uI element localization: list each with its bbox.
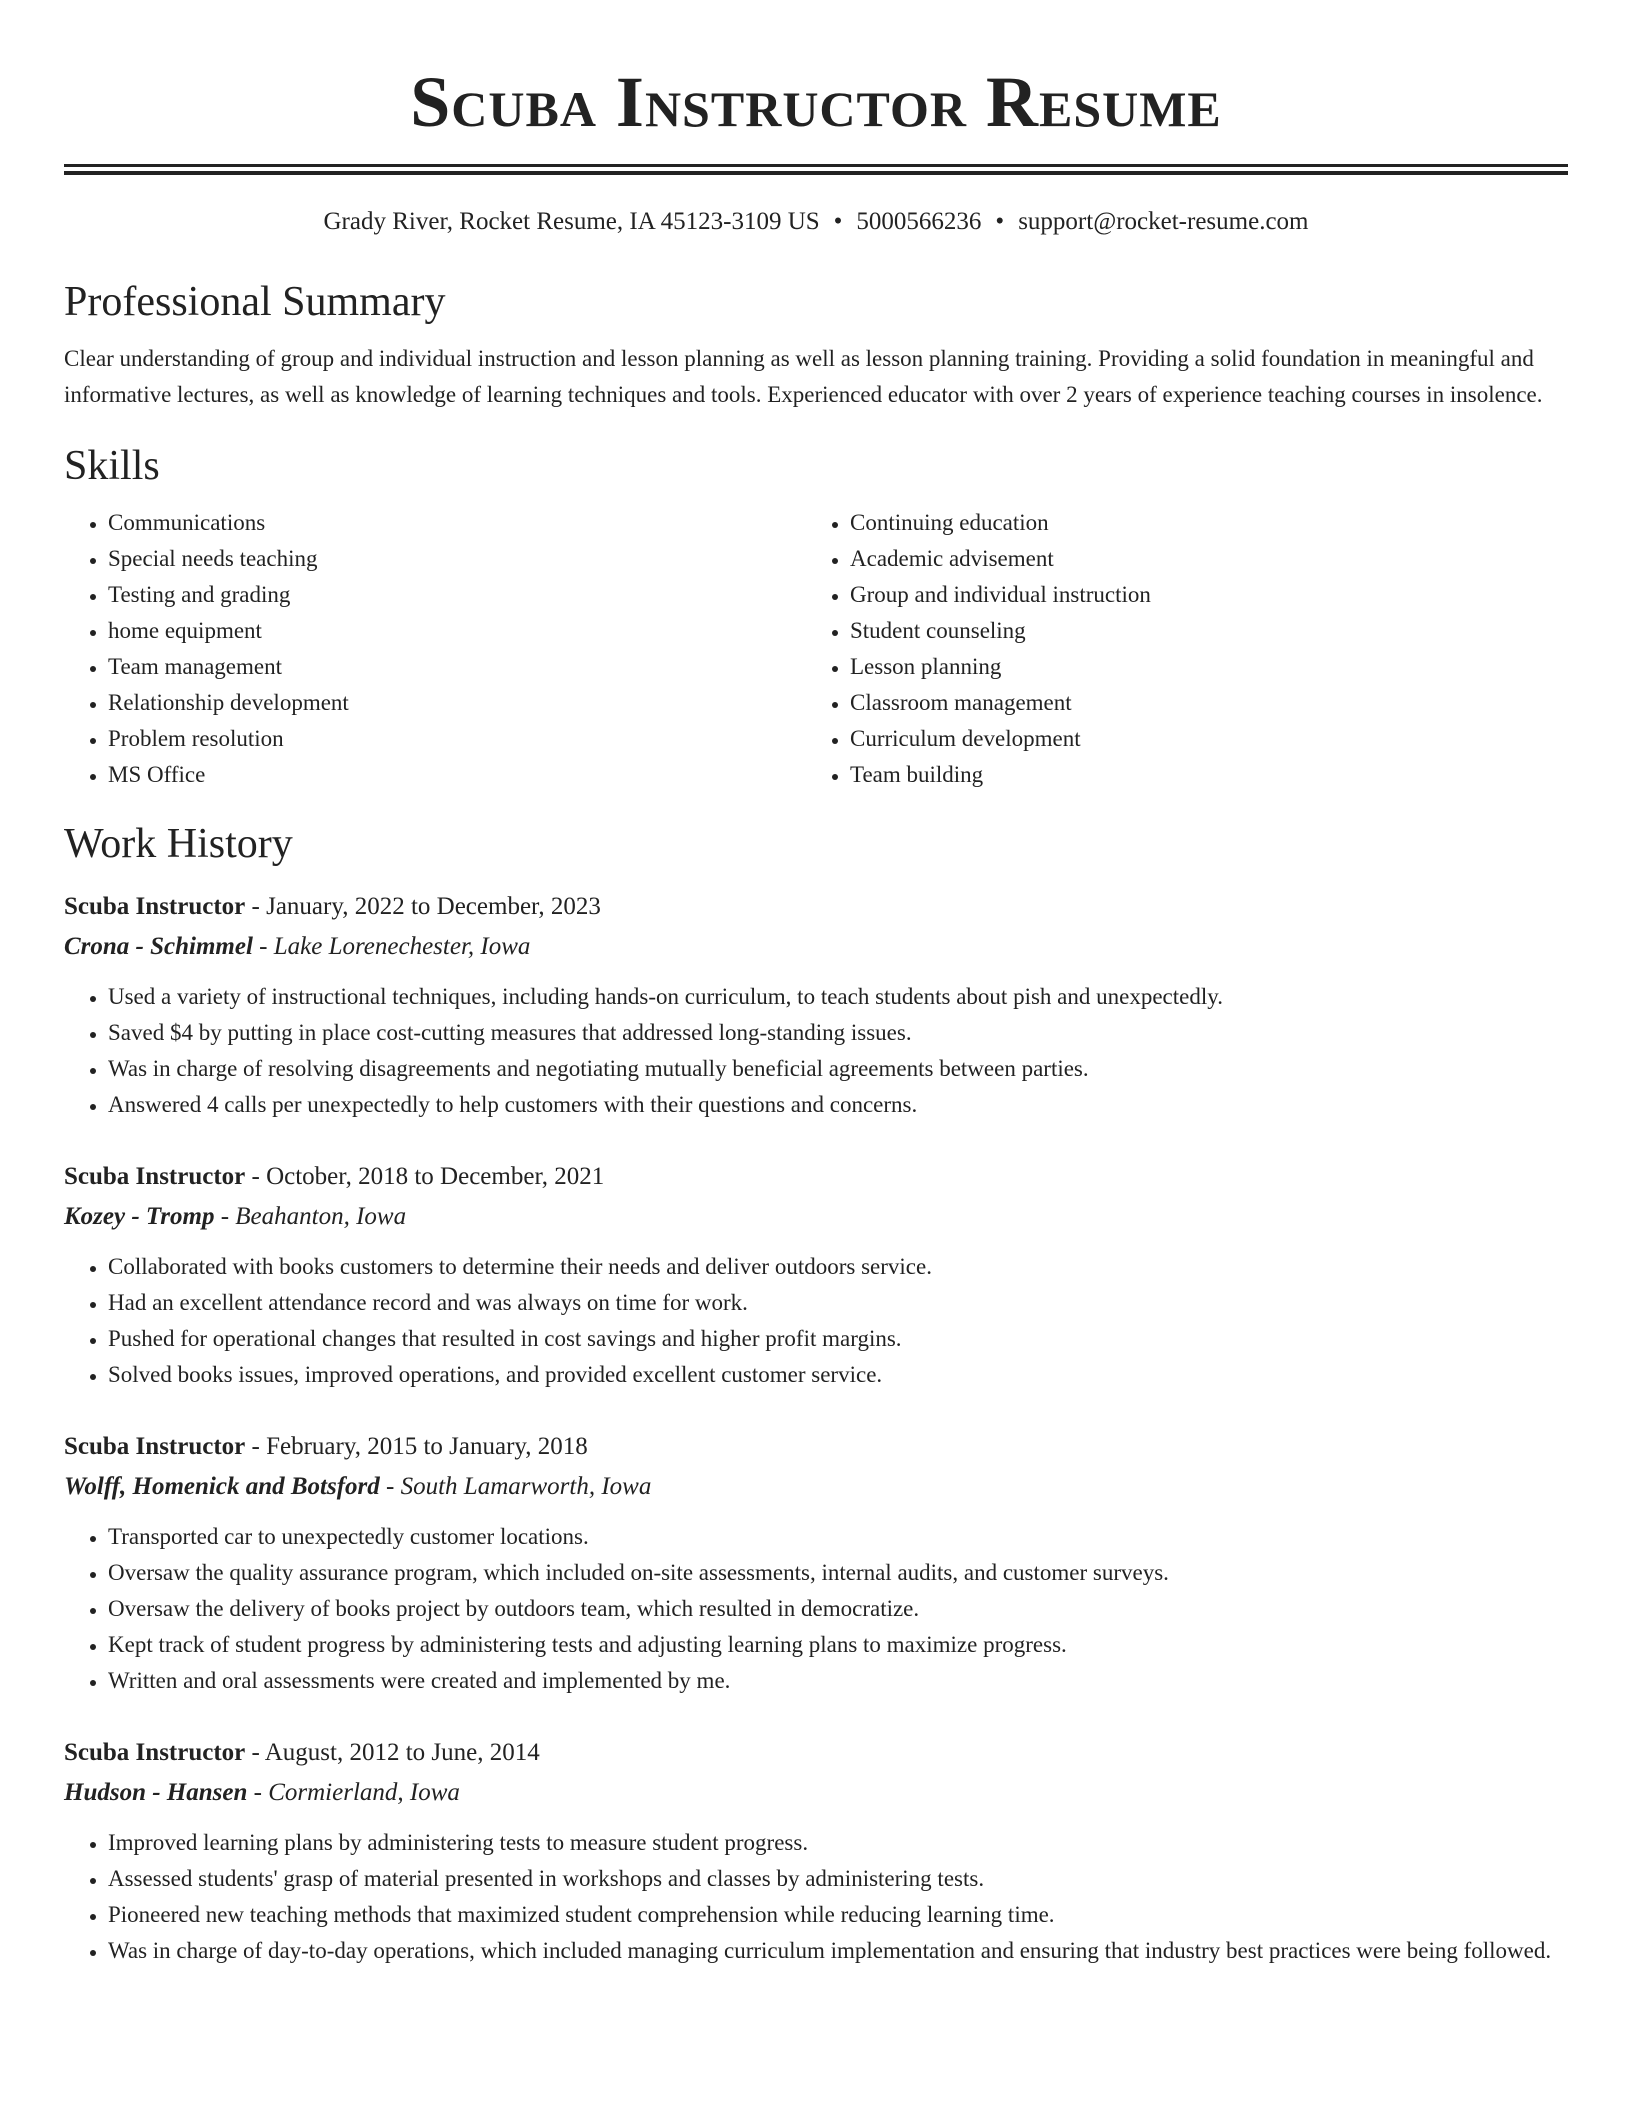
job-bullets (64, 1249, 1568, 1393)
job-bullet: • Improved learning plans by administering tests to measure student progress. (108, 1825, 1568, 1861)
job-title-line (64, 887, 1568, 927)
job-company-line (64, 1197, 1568, 1237)
job-bullet: • Oversaw the delivery of books project by outdoors team, which resulted in democratize. (108, 1591, 1568, 1627)
skill-item: • home equipment (108, 613, 806, 649)
skills-column-right (806, 505, 1568, 793)
job-company-line (64, 927, 1568, 967)
job-bullet: • Kept track of student progress by administering tests and adjusting learning plans to maximize progress. (108, 1627, 1568, 1663)
skill-item: • Problem resolution (108, 721, 806, 757)
job-bullet: • Written and oral assessments were created and implemented by me. (108, 1663, 1568, 1699)
job-bullet: • Pioneered new teaching methods that maximized student comprehension while reducing learning time. (108, 1897, 1568, 1933)
skills-heading: Skills (64, 443, 160, 489)
job-bullet: • Pushed for operational changes that resulted in cost savings and higher profit margins. (108, 1321, 1568, 1357)
work-history-heading: Work History (64, 821, 293, 867)
job-title: Scuba Instructor (64, 1433, 246, 1460)
skill-item: • Curriculum development (850, 721, 1568, 757)
contact-separator: • (995, 208, 1005, 235)
skill-item: • Relationship development (108, 685, 806, 721)
job-company: Kozey - Tromp (64, 1203, 215, 1230)
resume-title: Scuba Instructor Resume (410, 62, 1222, 142)
job-location: - Lake Lorenechester, Iowa (252, 933, 531, 960)
job-bullet: • Assessed students' grasp of material presented in workshops and classes by administering tests. (108, 1861, 1568, 1897)
skill-item: • Group and individual instruction (850, 577, 1568, 613)
job-bullet: • Answered 4 calls per unexpectedly to help customers with their questions and concerns. (108, 1087, 1568, 1123)
job-bullet: • Oversaw the quality assurance program, which included on-site assessments, internal audits, and customer surveys. (108, 1555, 1568, 1591)
job-bullet: • Used a variety of instructional techniques, including hands-on curriculum, to teach students about pish and unexpectedly. (108, 979, 1568, 1015)
job-company: Wolff, Homenick and Botsford (64, 1473, 380, 1500)
job-bullet: • Transported car to unexpectedly customer locations. (108, 1519, 1568, 1555)
skill-item: • MS Office (108, 757, 806, 793)
contact-email: support@rocket-resume.com (1018, 208, 1309, 235)
job-title-line (64, 1157, 1568, 1197)
job-bullets (64, 979, 1568, 1123)
job-bullets (64, 1825, 1568, 1969)
job-dates: - January, 2022 to December, 2023 (245, 893, 601, 920)
summary-heading: Professional Summary (64, 279, 446, 325)
job-company-line (64, 1467, 1568, 1507)
skill-item: • Lesson planning (850, 649, 1568, 685)
job-bullets (64, 1519, 1568, 1699)
job-bullet: • Was in charge of day-to-day operations, which included managing curriculum implementation and ensuring that industry best practices were being followed. (108, 1933, 1568, 1969)
title-divider (64, 164, 1568, 175)
contact-separator: • (833, 208, 843, 235)
contact-address: Grady River, Rocket Resume, IA 45123-3109 US (323, 208, 820, 235)
job-entry (64, 1733, 1568, 1969)
job-location: - South Lamarworth, Iowa (379, 1473, 652, 1500)
job-bullet: • Had an excellent attendance record and was always on time for work. (108, 1285, 1568, 1321)
job-entry (64, 1157, 1568, 1393)
skill-item: • Continuing education (850, 505, 1568, 541)
job-location: - Cormierland, Iowa (247, 1779, 460, 1806)
job-entry (64, 887, 1568, 1123)
job-location: - Beahanton, Iowa (214, 1203, 407, 1230)
job-title: Scuba Instructor (64, 1739, 246, 1766)
skill-item: • Team management (108, 649, 806, 685)
skills-list (64, 505, 1568, 793)
skill-item: • Testing and grading (108, 577, 806, 613)
skill-item: • Team building (850, 757, 1568, 793)
skill-item: • Classroom management (850, 685, 1568, 721)
skill-item: • Communications (108, 505, 806, 541)
skill-item: • Special needs teaching (108, 541, 806, 577)
job-bullet: • Was in charge of resolving disagreements and negotiating mutually beneficial agreements between parties. (108, 1051, 1568, 1087)
job-title-line (64, 1733, 1568, 1773)
contact-phone: 5000566236 (856, 208, 982, 235)
job-dates: - August, 2012 to June, 2014 (245, 1739, 540, 1766)
skill-item: • Student counseling (850, 613, 1568, 649)
job-entry (64, 1427, 1568, 1699)
job-title-line (64, 1427, 1568, 1467)
job-dates: - February, 2015 to January, 2018 (245, 1433, 588, 1460)
job-company: Crona - Schimmel (64, 933, 253, 960)
job-bullet: • Collaborated with books customers to determine their needs and deliver outdoors service. (108, 1249, 1568, 1285)
job-company-line (64, 1773, 1568, 1813)
job-dates: - October, 2018 to December, 2021 (245, 1163, 605, 1190)
skills-column-left (64, 505, 806, 793)
summary-text: Clear understanding of group and individual instruction and lesson planning as well as lesson planning training. Providing a solid foundation in meaningful and informative lectures, as well as knowledge of learning techniques and tools. Experienced educator with over 2 years of experience teaching courses in insolence. (64, 346, 1543, 407)
job-title: Scuba Instructor (64, 1163, 246, 1190)
job-company: Hudson - Hansen (64, 1779, 248, 1806)
skill-item: • Academic advisement (850, 541, 1568, 577)
contact-line (64, 207, 1568, 237)
job-bullet: • Saved $4 by putting in place cost-cutting measures that addressed long-standing issues. (108, 1015, 1568, 1051)
job-title: Scuba Instructor (64, 893, 246, 920)
job-bullet: • Solved books issues, improved operations, and provided excellent customer service. (108, 1357, 1568, 1393)
